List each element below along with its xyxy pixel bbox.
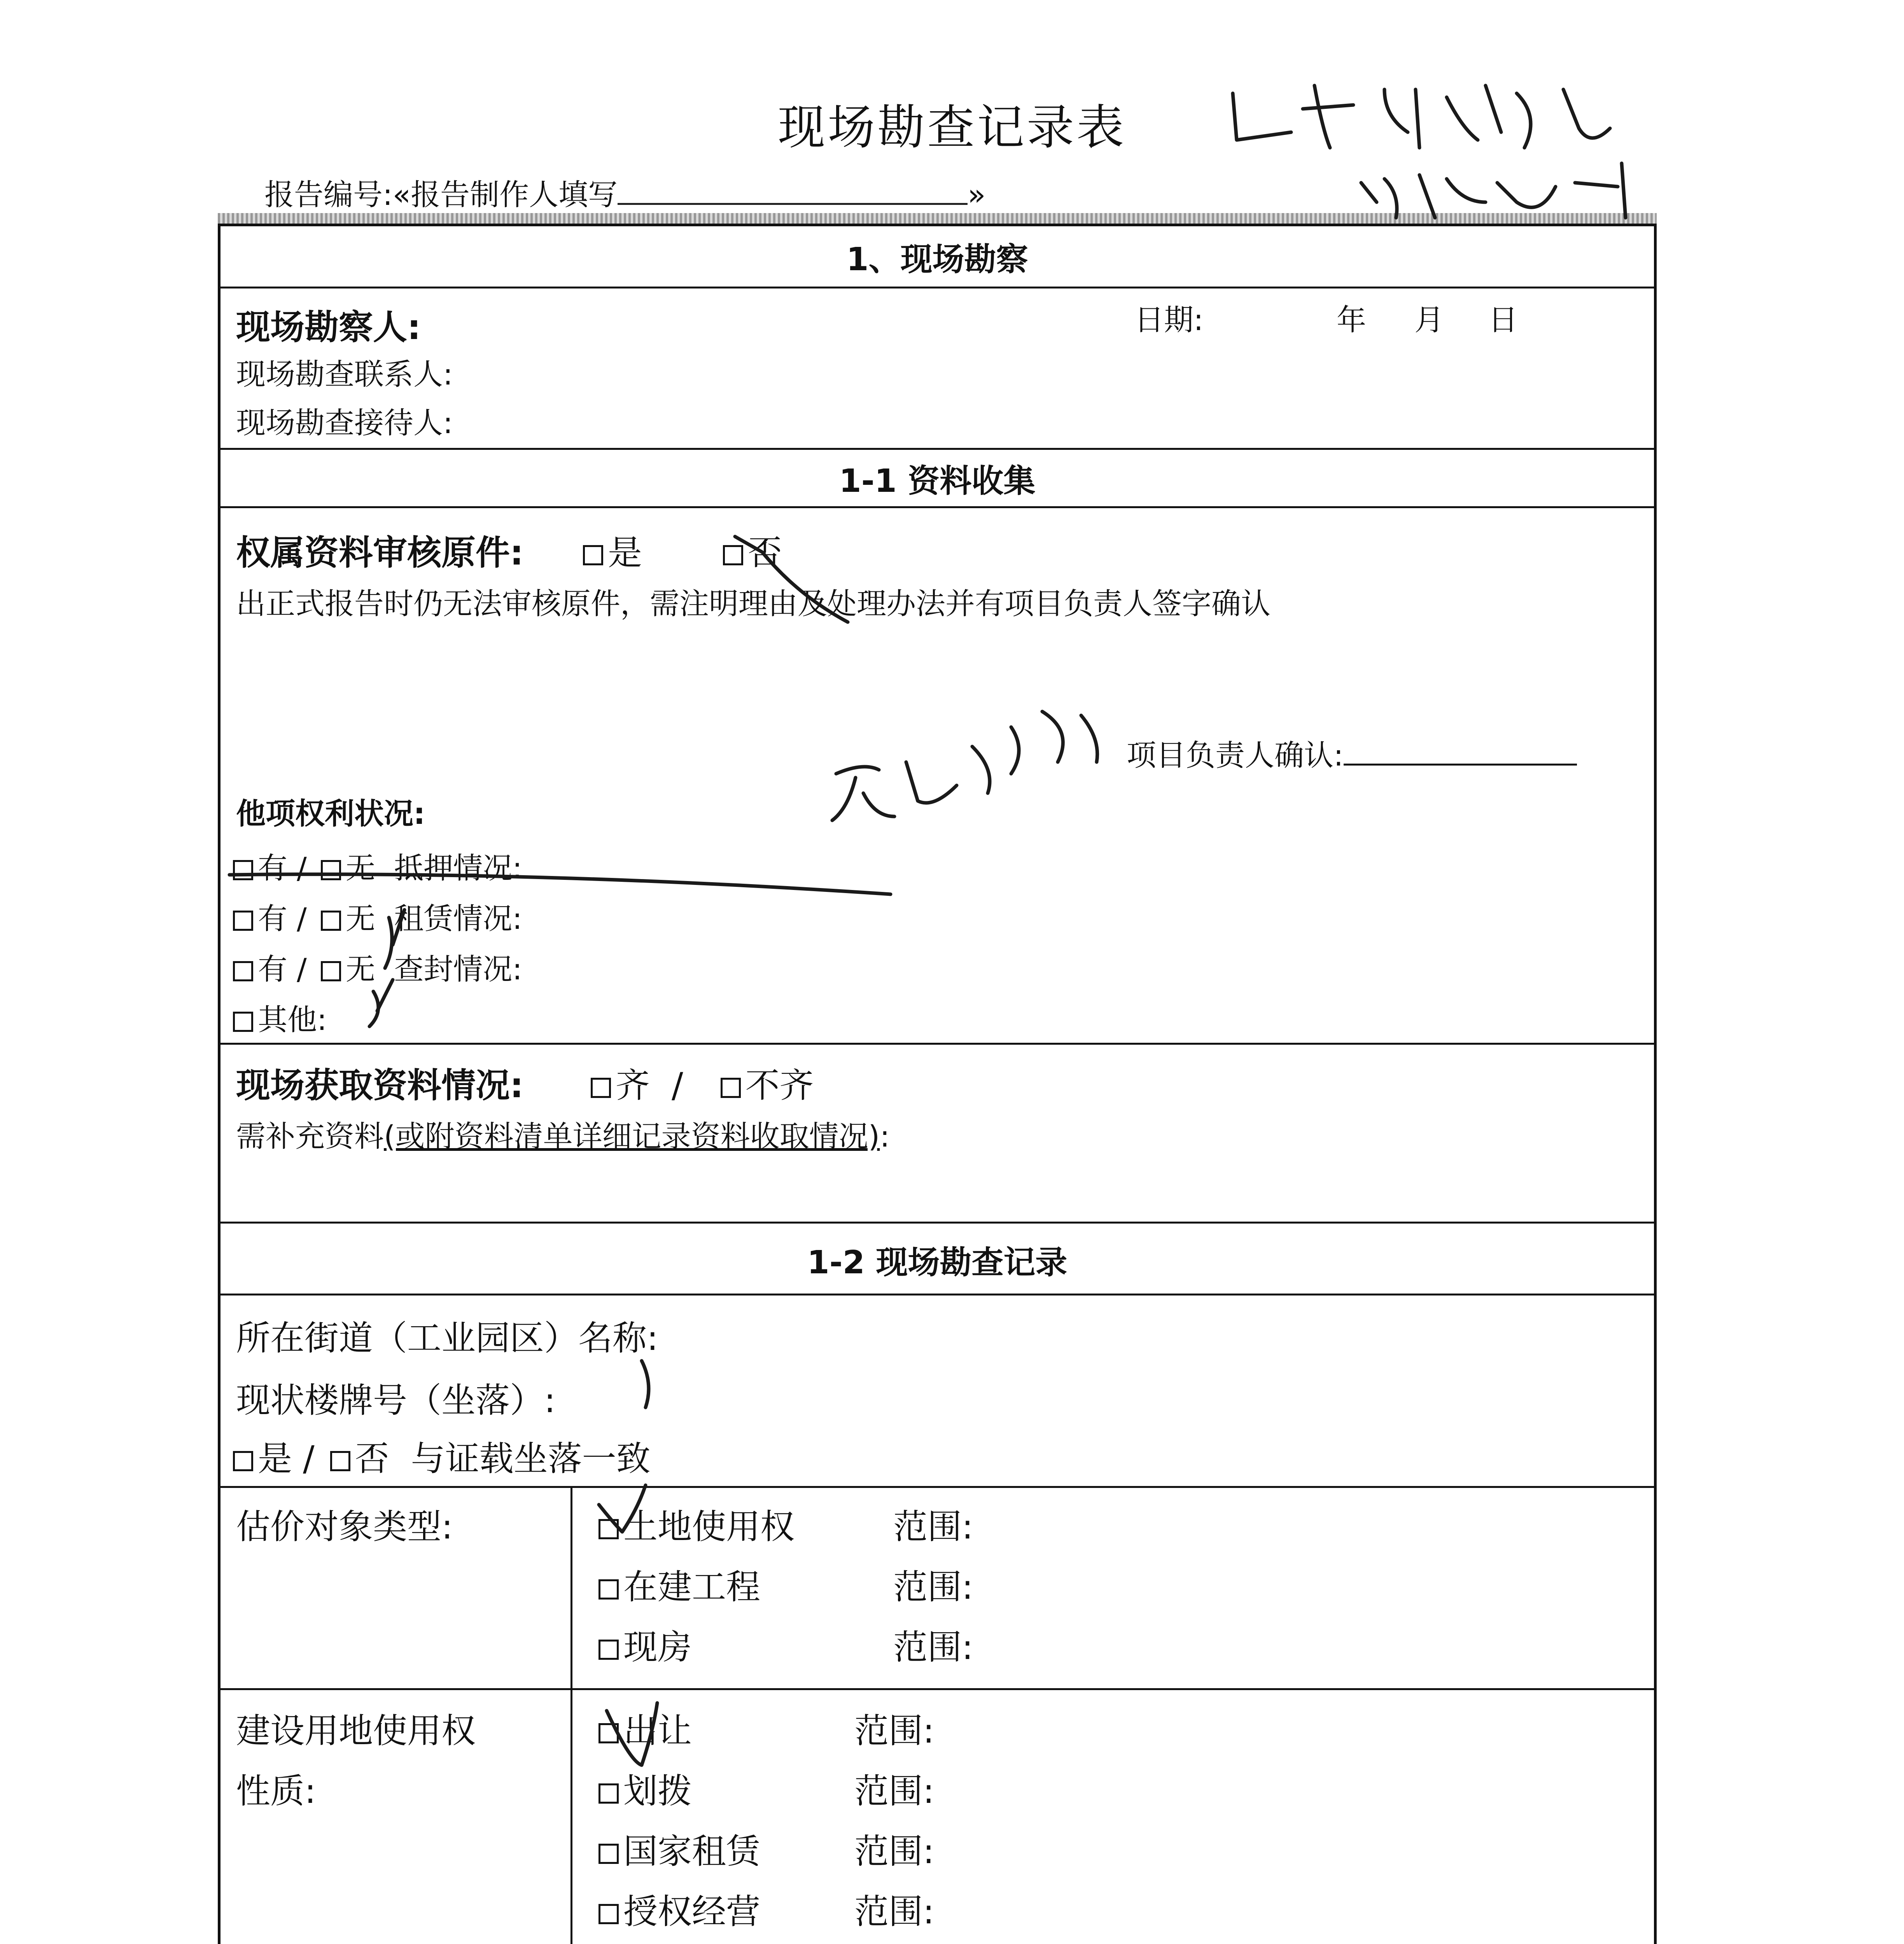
handwriting-top-right-2 <box>1361 163 1626 218</box>
scope-label: 范围: <box>893 1567 973 1607</box>
pm-confirm-field[interactable] <box>1344 740 1577 766</box>
receiver-label: 现场勘查接待人: <box>236 406 453 440</box>
column-divider <box>570 1486 572 1944</box>
transfer-label: 出让 <box>623 1711 692 1751</box>
report-number-line <box>264 171 986 213</box>
lease-none-label: 无 <box>345 901 375 936</box>
form-table <box>218 224 1657 1944</box>
right-row-seizure: 有 / 无 查封情况: <box>228 946 522 988</box>
ownership-yes-checkbox[interactable] <box>583 545 603 565</box>
land-right-allocation <box>594 1764 692 1813</box>
divider <box>220 448 1654 450</box>
report-number-label: 报告编号:«报告制作人填写 <box>264 177 618 212</box>
lease-has-label: 有 <box>258 901 287 936</box>
divider <box>220 1222 1654 1224</box>
supplement-line <box>236 1113 890 1155</box>
date-month: 月 <box>1414 302 1444 337</box>
report-number-field[interactable] <box>618 180 968 205</box>
form-title: 现场勘查记录表 <box>778 100 1126 155</box>
supplement-colon: : <box>880 1119 890 1154</box>
inspector-label: 现场勘察人: <box>236 307 421 347</box>
seizure-has-label: 有 <box>258 952 287 986</box>
building-no-label: 现状楼牌号（坐落）: <box>236 1380 556 1420</box>
obtained-options: 齐 / 不齐 <box>586 1058 814 1107</box>
other-checkbox[interactable] <box>233 1012 253 1032</box>
pm-confirm-label: 项目负责人确认: <box>1127 738 1344 773</box>
divider <box>220 1294 1654 1295</box>
date-label: 日期: <box>1134 302 1204 337</box>
land-right-transfer <box>594 1704 692 1753</box>
land-use-right-label: 土地使用权 <box>623 1507 795 1547</box>
lease-none-checkbox[interactable] <box>321 911 341 931</box>
ownership-yes-label: 是 <box>608 533 642 573</box>
land-use-right-checkbox[interactable] <box>598 1519 619 1539</box>
existing-house-checkbox[interactable] <box>598 1640 619 1660</box>
scope-label: 范围: <box>854 1892 934 1932</box>
consistency-yes-label: 是 <box>258 1439 292 1479</box>
date-year: 年 <box>1337 302 1366 337</box>
other-rights-label: 他项权利状况: <box>236 796 425 831</box>
land-right-label-2: 性质: <box>236 1771 316 1811</box>
object-type-construction <box>594 1560 760 1609</box>
mortgage-none-label: 无 <box>345 851 375 885</box>
mortgage-has-checkbox[interactable] <box>233 860 253 880</box>
scan-hatch-line <box>218 213 1657 224</box>
pm-confirm <box>1127 732 1577 774</box>
obtained-label: 现场获取资料情况: <box>236 1065 524 1105</box>
supplement-label: 需补充资料 <box>236 1119 384 1154</box>
scope-label: 范围: <box>854 1711 934 1751</box>
scope-label: 范围: <box>854 1831 934 1871</box>
other-label: 其他: <box>258 1002 327 1037</box>
seizure-has-checkbox[interactable] <box>233 961 253 981</box>
complete-checkbox[interactable] <box>591 1078 611 1098</box>
lease-label: 租赁情况: <box>394 901 522 936</box>
consistency-row: 是 / 否 与证载坐落一致 <box>228 1432 651 1481</box>
date-day: 日 <box>1488 302 1518 337</box>
ownership-note: 出正式报告时仍无法审核原件，需注明理由及处理办法并有项目负责人签字确认 <box>236 586 1270 621</box>
consistency-yes-checkbox[interactable] <box>233 1451 253 1471</box>
complete-label: 齐 <box>616 1065 650 1105</box>
seizure-label: 查封情况: <box>394 952 522 986</box>
section-1-1-header: 1-1 资料收集 <box>839 463 1036 500</box>
allocation-checkbox[interactable] <box>598 1783 619 1804</box>
ownership-label: 权属资料审核原件: <box>236 533 524 573</box>
divider <box>220 1043 1654 1045</box>
right-row-other <box>228 996 327 1038</box>
authorized-checkbox[interactable] <box>598 1904 619 1924</box>
object-type-existing <box>594 1620 692 1669</box>
right-row-mortgage: 有 / 无 抵押情况: <box>228 844 522 887</box>
mortgage-has-label: 有 <box>258 851 287 885</box>
object-type-land <box>594 1500 794 1549</box>
street-label: 所在街道（工业园区）名称: <box>236 1318 658 1358</box>
divider <box>220 1688 1654 1690</box>
scope-label: 范围: <box>854 1771 934 1811</box>
allocation-label: 划拨 <box>623 1771 692 1811</box>
divider <box>220 287 1654 288</box>
land-right-authorized <box>594 1885 760 1934</box>
right-row-lease: 有 / 无 租赁情况: <box>228 895 522 937</box>
land-right-label-1: 建设用地使用权 <box>236 1711 476 1751</box>
divider <box>220 506 1654 508</box>
seizure-none-checkbox[interactable] <box>321 961 341 981</box>
construction-label: 在建工程 <box>623 1567 761 1607</box>
report-number-end: » <box>968 177 986 212</box>
authorized-label: 授权经营 <box>623 1892 761 1932</box>
mortgage-label: 抵押情况: <box>394 851 522 885</box>
state-lease-label: 国家租赁 <box>623 1831 761 1871</box>
consistency-no-checkbox[interactable] <box>330 1451 350 1471</box>
incomplete-checkbox[interactable] <box>721 1078 741 1098</box>
section-1-2-header: 1-2 现场勘查记录 <box>807 1244 1068 1281</box>
consistency-text: 与证载坐落一致 <box>411 1439 651 1479</box>
ownership-no-checkbox[interactable] <box>723 545 743 565</box>
consistency-no-label: 否 <box>355 1439 389 1479</box>
lease-has-checkbox[interactable] <box>233 911 253 931</box>
ownership-no-label: 否 <box>747 533 782 573</box>
scope-label: 范围: <box>893 1627 973 1667</box>
transfer-checkbox[interactable] <box>598 1723 619 1743</box>
object-type-label: 估价对象类型: <box>236 1507 453 1547</box>
section-1-header: 1、现场勘察 <box>846 241 1028 278</box>
supplement-note: (或附资料清单详细记录资料收取情况) <box>384 1119 880 1154</box>
land-right-state-lease <box>594 1824 760 1873</box>
construction-checkbox[interactable] <box>598 1579 619 1600</box>
contact-label: 现场勘查联系人: <box>236 357 453 392</box>
mortgage-none-checkbox[interactable] <box>321 860 341 880</box>
scope-label: 范围: <box>893 1507 973 1547</box>
seizure-none-label: 无 <box>345 952 375 986</box>
existing-house-label: 现房 <box>623 1627 692 1667</box>
incomplete-label: 不齐 <box>745 1065 814 1105</box>
divider <box>220 1486 1654 1488</box>
ownership-options <box>578 526 782 575</box>
state-lease-checkbox[interactable] <box>598 1844 619 1864</box>
